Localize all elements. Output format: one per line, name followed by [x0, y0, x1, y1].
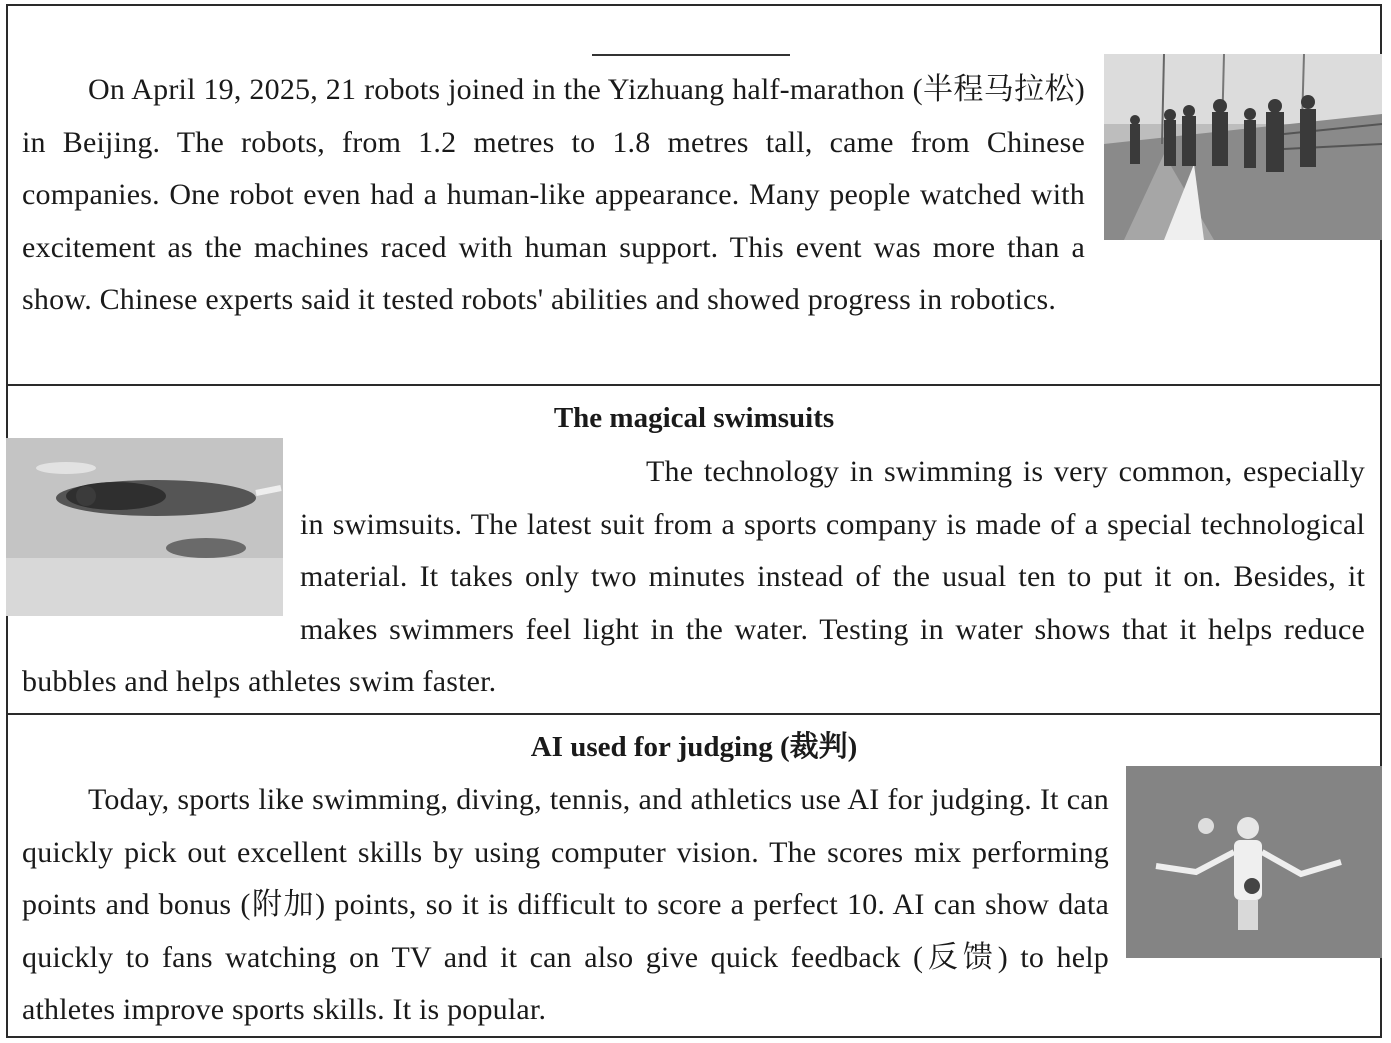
text-wrap-spacer	[1085, 64, 1365, 274]
title-blank-line	[592, 54, 790, 56]
section3-paragraph: Today, sports like swimming, diving, tennis, and athletics use AI for judging. It can quickly pick out excellent skills by using computer vision. The scores mix performing points and bonus (附加) points, so it is difficult to score a perfect 10. AI can show data quickly to fans watching on TV and it can also give quick feedback (反馈) to help athletes improve sports skills. It is popular.	[22, 774, 1365, 1037]
text-wrap-spacer	[22, 446, 300, 651]
section2-paragraph: The technology in swimming is very common, especially in swimsuits. The latest suit from a sports company is made of a special technological material. It takes only two minutes instead of the usual ten to put it on. Besides, it makes swimmers feel light in the water. Testing in water shows that it helps reduce bubbles and helps athletes swim faster.	[22, 446, 1365, 709]
section-divider-2	[6, 713, 1382, 715]
section-divider-1	[6, 384, 1382, 386]
text-wrap-spacer	[1109, 774, 1365, 984]
section3-title: AI used for judging (裁判)	[530, 731, 858, 763]
section2-title: The magical swimsuits	[553, 402, 835, 434]
section1-paragraph: On April 19, 2025, 21 robots joined in the Yizhuang half-marathon (半程马拉松) in Beijing. The robots, from 1.2 metres to 1.8 metres tall, came from Chinese companies. One robot even had a human-like appearance. Many people watched with excitement as the machines raced with human support. This event was more than a show. Chinese experts said it tested robots' abilities and showed progress in robotics.	[22, 64, 1365, 327]
